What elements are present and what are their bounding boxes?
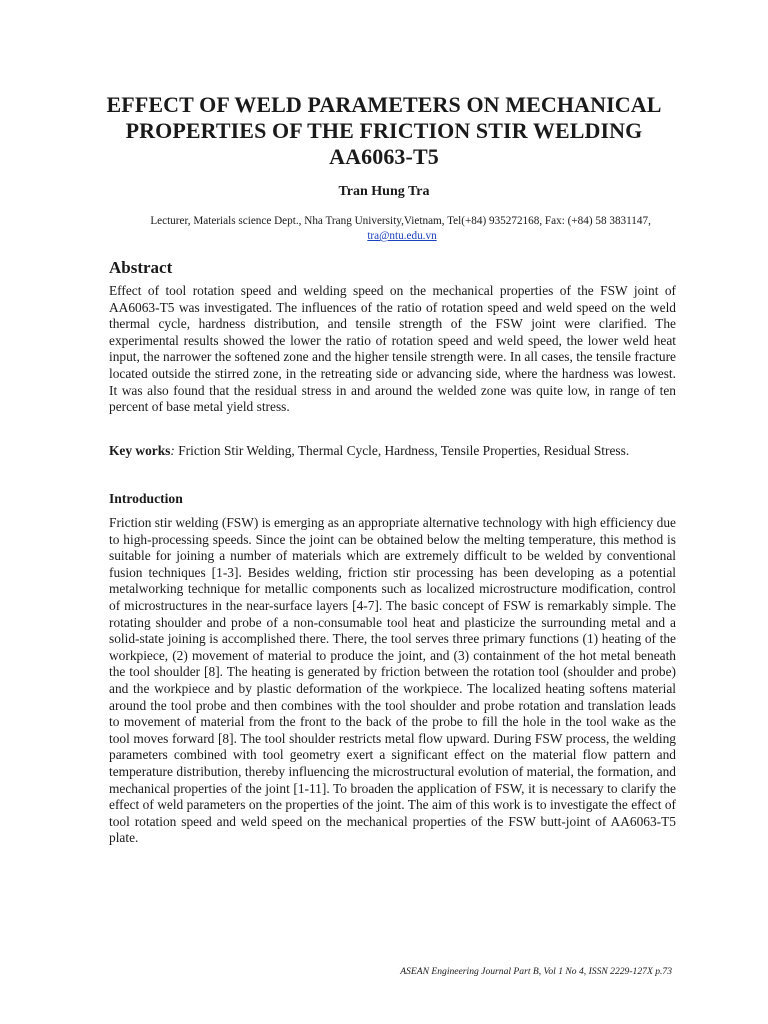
email-link[interactable]: tra@ntu.edu.vn bbox=[367, 230, 437, 242]
abstract-heading: Abstract bbox=[109, 258, 173, 277]
keywords-label: Key works bbox=[109, 443, 171, 458]
introduction-text: Friction stir welding (FSW) is emerging as an appropriate alternative technology with high efficiency due to high-processing speeds. Since the joint can be obtained below the melting temperature, this method is suitable for joining a number of materials which are extremely difficult to be welded by conventional fusion techniques [1-3]. Besides welding, friction stir processing has been developing as a potential metalworking technique for metallic components such as localized microstructure modification, control of microstructures in the near-surface layers [4-7]. The basic concept of FSW is remarkably simple. The rotating shoulder and probe of a non-consumable tool heat and plasticize the surrounding metal and a solid-state joining is accomplished there. There, the tool serves three primary functions (1) heating of the workpiece, (2) movement of material to produce the joint, and (3) containment of the hot metal beneath the tool shoulder [8]. The heating is generated by friction between the rotation tool (shoulder and probe) and the workpiece and by plastic deformation of the workpiece. The localized heating softens material around the tool probe and then combines with the tool shoulder and probe rotation and translation leads to movement of material from the front to the back of the probe to fill the hole in the tool wake as the tool moves forward [8]. The tool shoulder restricts metal flow upward. During FSW process, the welding parameters combined with tool geometry exert a significant effect on the material flow pattern and temperature distribution, thereby influencing the microstructural evolution of material, the formation, and mechanical properties of the joint [1-11]. To broaden the application of FSW, it is necessary to clarify the effect of weld parameters on the properties of the joint. The aim of this work is to investigate the effect of tool rotation speed and weld speed on the mechanical properties of the FSW butt-joint of AA6063-T5 plate. bbox=[109, 515, 676, 846]
affiliation-text: Lecturer, Materials science Dept., Nha Trang University,Vietnam, Tel(+84) 935272168, Fax: (+84) 58 3831147, bbox=[150, 215, 651, 227]
introduction-heading: Introduction bbox=[109, 491, 183, 506]
paper-title: EFFECT OF WELD PARAMETERS ON MECHANICAL PROPERTIES OF THE FRICTION STIR WELDING AA6063-T5 bbox=[106, 92, 662, 169]
journal-footer: ASEAN Engineering Journal Part B, Vol 1 No 4, ISSN 2229-127X p.73 bbox=[400, 966, 672, 977]
author-name: Tran Hung Tra bbox=[338, 184, 430, 199]
abstract-text: Effect of tool rotation speed and welding speed on the mechanical properties of the FSW joint of AA6063-T5 was investigated. The influences of the ratio of rotation speed and weld speed on the weld thermal cycle, hardness distribution, and tensile strength of the FSW joint were clarified. The experimental results showed the lower the ratio of rotation speed and weld speed, the lower weld heat input, the narrower the softened zone and the higher tensile strength were. In all cases, the tensile fracture located outside the stirred zone, in the retreating side or advancing side, where the hardness was lowest. It was also found that the residual stress in and around the welded zone was quite low, in range of ten percent of base metal yield stress. bbox=[109, 283, 676, 415]
keywords-colon: : bbox=[170, 443, 175, 458]
keywords bbox=[109, 443, 676, 460]
author-affiliation bbox=[140, 214, 664, 244]
keywords-text: Friction Stir Welding, Thermal Cycle, Hardness, Tensile Properties, Residual Stress. bbox=[174, 443, 630, 458]
